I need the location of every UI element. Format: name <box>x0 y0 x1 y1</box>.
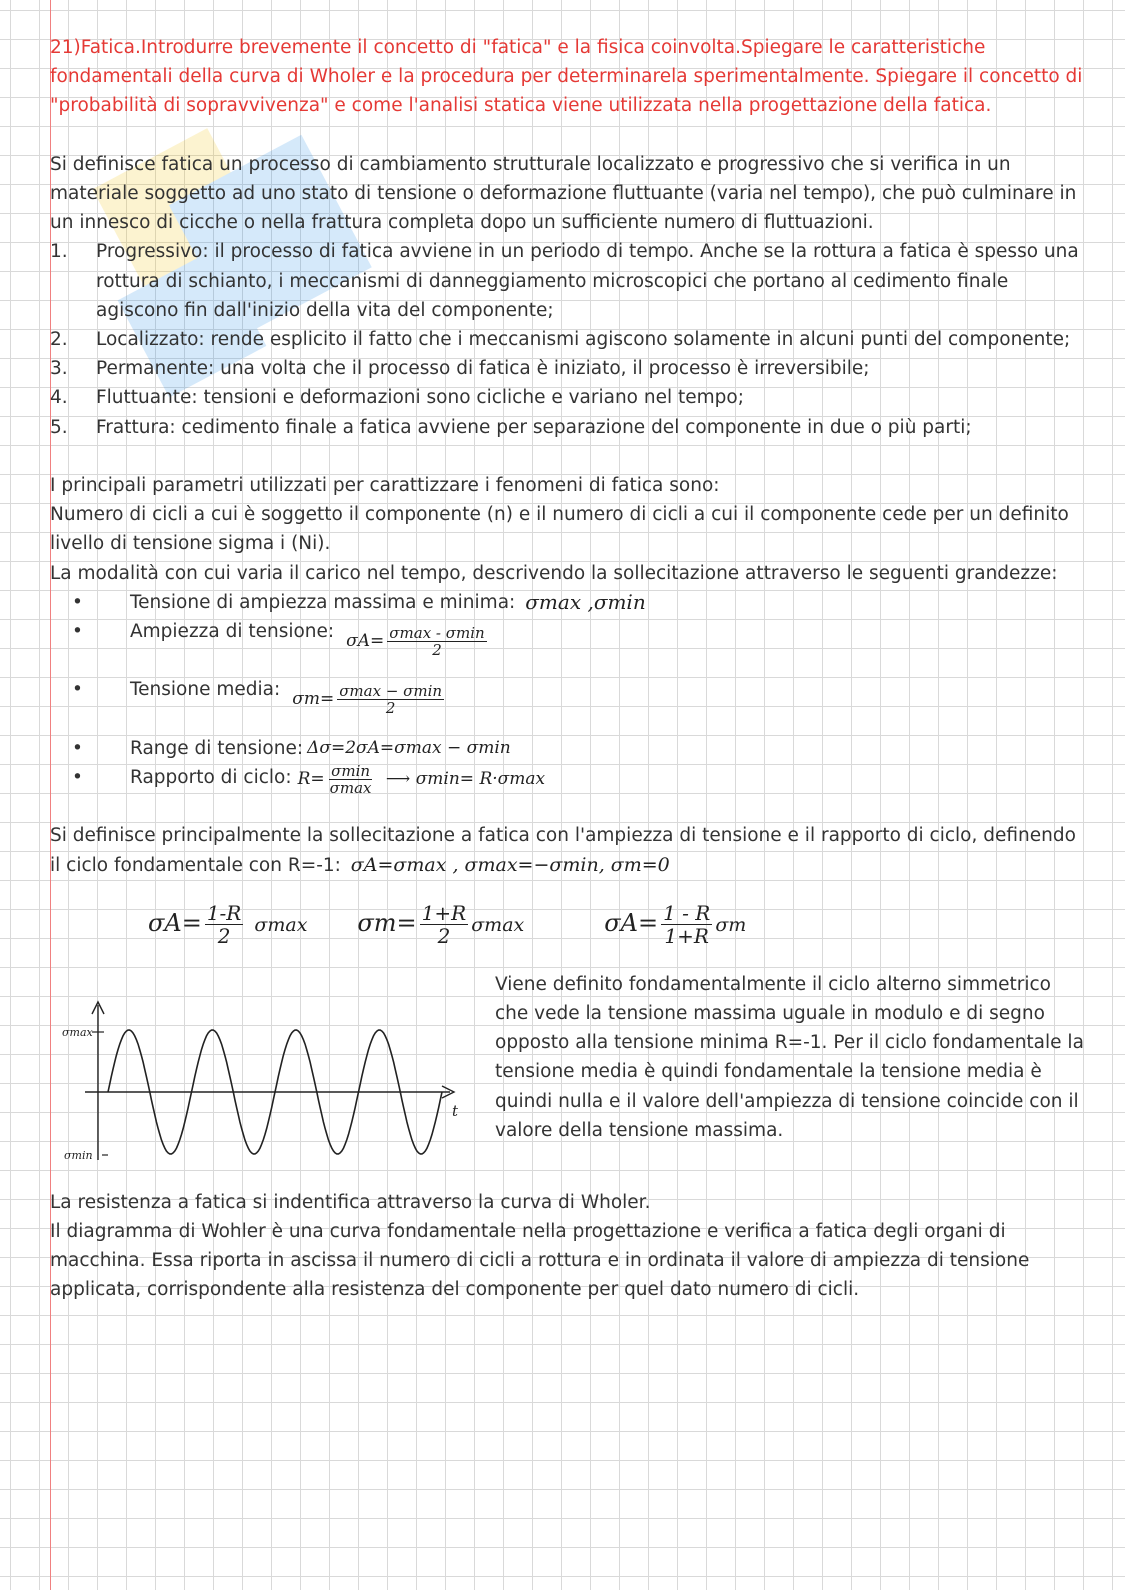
y-max-label: σmax <box>62 1025 93 1039</box>
list-item: • Tensione media: σm= $\frac{\sigma\max - \sigma\min}{2}$ <box>50 675 1090 733</box>
list-item: • Tensione di ampiezza massima e minima: σmax ,σmin <box>50 588 1090 617</box>
list-item: 2. Localizzato: rende esplicito il fatto che i meccanismi agiscono solamente in alcuni punti del componente; <box>50 329 1071 351</box>
params-intro: I principali parametri utilizzati per carattizzare i fenomeni di fatica sono: <box>50 475 720 497</box>
list-item: • Range di tensione: Δσ=2σA=σmax − σmin <box>50 734 1090 763</box>
list-item: 3. Permanente: una volta che il processo di fatica è iniziato, il processo è irreversibile; <box>50 358 870 380</box>
bullet-icon: • <box>72 621 83 643</box>
wohler-description: Il diagramma di Wohler è una curva fondamentale nella progettazione e verifica a fatica degli organi di macchina. Essa riporta in ascissa il numero di cicli a rottura e in ordinata il valore di ampiezza di tensione applicata, corrispondente alla resistenza del componente per quel dato numero di cicli. <box>50 1220 1030 1301</box>
list-item: 1. Progressivo: il processo di fatica avviene in un periodo di tempo. Anche se la rottura a fatica è spesso una rottura di schianto, i meccanismi di danneggiamento microscopici che portano al cedimento finale agiscono fin dall'inizio della vita del componente; <box>50 241 1079 321</box>
wohler-intro: La resistenza a fatica si indentifica attraverso la curva di Wholer. <box>50 1191 651 1213</box>
bullet-icon: • <box>72 679 83 701</box>
fatigue-definition: Si definisce fatica un processo di cambiamento strutturale localizzato e progressivo che si verifica in un materiale soggetto ad uno stato di tensione o deformazione fluttuante (varia nel tempo), che può culminare in un innesco di cicche o nella frattura completa dopo un sufficiente numero di fluttuazioni. <box>50 153 1077 234</box>
list-item: • Rapporto di ciclo: R= $\frac{\sigma\min}{\sigma\max}$ ⟶ σmin= R·σmax <box>50 763 1090 821</box>
formula-sigma-a-ratio: σA= $\frac{1 - R}{1+R}$ σm <box>604 901 747 949</box>
formula-range: Δσ=2σA=σmax − σmin <box>307 737 511 758</box>
params-load: La modalità con cui varia il carico nel tempo, descrivendo la sollecitazione attraverso le seguenti grandezze: <box>50 562 1058 584</box>
cycle-formulas <box>50 880 1090 970</box>
formula-sigma-a: σA= $\frac{1-R}{2}$ σmax <box>148 901 308 949</box>
fundamental-formula: σA=σmax , σmax=−σmin, σm=0 <box>350 853 670 876</box>
fundamental-cycle-text: Si definisce principalmente la sollecitazione a fatica con l'ampiezza di tensione e il rapporto di ciclo, definendo il ciclo fondamentale con R=-1: σA=σmax , σmax=−σmin, σm=0 <box>50 825 1076 876</box>
x-label: t <box>452 1101 459 1120</box>
sine-graph <box>50 970 495 1174</box>
params-cycles: Numero di cicli a cui è soggetto il componente (n) e il numero di cicli a cui il componente cede per un definito livello di tensione sigma i (Ni). <box>50 504 1069 555</box>
cycle-section <box>50 970 1090 1174</box>
formula-mean: σm= $\frac{\sigma\max - \sigma\min}{2}$ <box>292 682 443 718</box>
list-item: • Ampiezza di tensione: σA= $\frac{\sigma\max - \sigma\min}{2}$ <box>50 617 1090 675</box>
bullet-icon: • <box>72 737 83 759</box>
characteristics-list <box>50 237 1090 441</box>
formula-max-min: σmax ,σmin <box>525 589 646 614</box>
sine-graph-svg <box>50 970 495 1174</box>
formula-amplitude: σA= $\frac{\sigma\max - \sigma\min}{2}$ <box>346 624 485 660</box>
question-heading: 21)Fatica.Introdurre brevemente il concetto di "fatica" e la fisica coinvolta.Spiegare le caratteristiche fondamentali della curva di Wholer e la procedura per determinarela sperimentalmente. Spiegare il concetto di "probabilità di sopravvivenza" e come l'analisi statica viene utilizzata nella progettazione della fatica. <box>50 37 1083 117</box>
list-item: 5. Frattura: cedimento finale a fatica avviene per separazione del componente in due o più parti; <box>50 416 972 438</box>
y-min-label: σmin <box>64 1148 93 1162</box>
cycle-description: Viene definito fondamentalmente il ciclo alterno simmetrico che vede la tensione massima uguale in modulo e di segno opposto alla tensione minima R=-1. Per il ciclo fondamentale la tensione media è quindi fondamentale la tensione media è quindi nulla e il valore dell'ampiezza di tensione coincide con il valore della tensione massima. <box>495 973 1084 1141</box>
list-item: 4. Fluttuante: tensioni e deformazioni sono cicliche e variano nel tempo; <box>50 387 744 409</box>
formula-ratio: R= $\frac{\sigma\min}{\sigma\max}$ ⟶ σmin= R·σmax <box>297 761 546 797</box>
bullet-icon: • <box>72 591 83 613</box>
bullet-icon: • <box>72 766 83 788</box>
notes-page <box>50 33 1090 1305</box>
formula-sigma-m: σm= $\frac{1+R}{2}$ σmax <box>357 901 525 949</box>
parameters-list <box>50 588 1090 822</box>
